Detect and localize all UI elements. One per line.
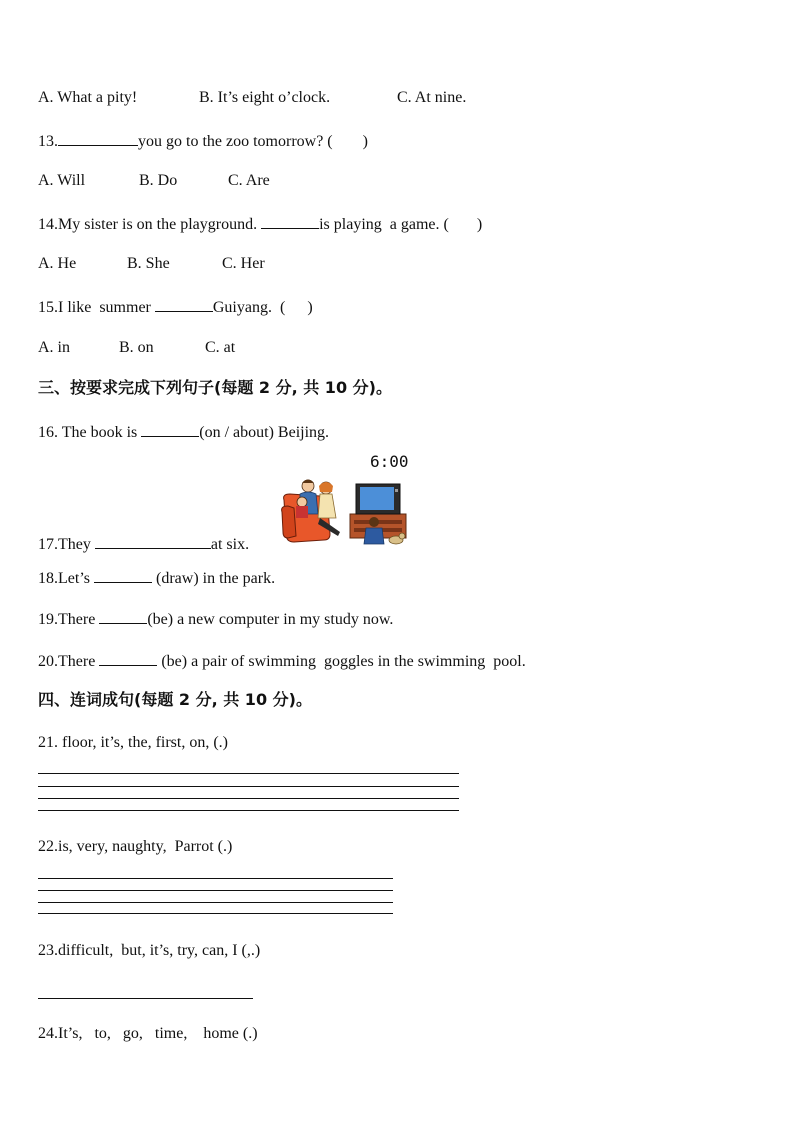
- q19-text-before: 19.There: [38, 611, 100, 628]
- q18-text-after: (draw) in the park.: [152, 570, 276, 587]
- answer-line[interactable]: [38, 913, 393, 914]
- q17-text-before: 17.They: [38, 536, 95, 553]
- q13-option-b: B. Do: [139, 172, 178, 189]
- answer-line[interactable]: [38, 902, 393, 903]
- q14-option-a: A. He: [38, 255, 77, 272]
- q14-text-before: 14.My sister is on the playground.: [38, 216, 262, 233]
- question-15: [38, 296, 313, 318]
- question-22: 22.is, very, naughty, Parrot (.): [38, 838, 233, 855]
- question-21: 21. floor, it’s, the, first, on, (.): [38, 734, 228, 751]
- answer-blank[interactable]: [58, 130, 138, 146]
- q13-close: ): [362, 133, 368, 150]
- q15-option-c: C. at: [205, 339, 236, 356]
- question-19: [38, 608, 393, 630]
- q14-option-c: C. Her: [222, 255, 265, 272]
- q18-text-before: 18.Let’s: [38, 570, 94, 587]
- answer-line[interactable]: [38, 878, 393, 879]
- answer-line[interactable]: [38, 998, 253, 999]
- q15-option-a: A. in: [38, 339, 70, 356]
- q14-close: ): [476, 216, 483, 233]
- q14-option-b: B. She: [127, 255, 170, 272]
- q14-text-after: is playing a game. (: [319, 216, 449, 233]
- question-24: 24.It’s, to, go, time, home (.): [38, 1025, 258, 1042]
- q19-text-after: (be) a new computer in my study now.: [147, 611, 394, 628]
- q12-option-c: C. At nine.: [397, 89, 467, 106]
- q17-text-after: at six.: [210, 536, 250, 553]
- q13-option-c: C. Are: [228, 172, 270, 189]
- q15-text-after: Guiyang. (: [212, 299, 286, 316]
- answer-blank[interactable]: [261, 213, 319, 229]
- answer-blank[interactable]: [99, 650, 157, 666]
- q13-text: you go to the zoo tomorrow? (: [138, 133, 333, 150]
- answer-blank[interactable]: [95, 533, 211, 549]
- question-14: [38, 213, 482, 235]
- answer-blank[interactable]: [94, 567, 152, 583]
- q13-option-a: A. Will: [38, 172, 86, 189]
- q15-text-before: 15.I like summer: [38, 299, 155, 316]
- q20-text-before: 20.There: [38, 653, 100, 670]
- answer-blank[interactable]: [155, 296, 213, 312]
- section-4-heading: 四、连词成句(每题 2 分, 共 10 分)。: [38, 690, 312, 709]
- question-20: [38, 650, 526, 672]
- question-23: 23.difficult, but, it’s, try, can, I (,.): [38, 942, 261, 959]
- q12-option-a: A. What a pity!: [38, 89, 138, 106]
- q15-option-b: B. on: [119, 339, 154, 356]
- answer-blank[interactable]: [99, 608, 147, 624]
- answer-blank[interactable]: [141, 421, 199, 437]
- question-13: [38, 130, 368, 152]
- q13-number: 13.: [38, 133, 58, 150]
- answer-line[interactable]: [38, 810, 459, 811]
- question-17: [38, 533, 249, 555]
- q16-text-after: (on / about) Beijing.: [199, 424, 330, 441]
- clock-time-label: 6:00: [370, 452, 409, 471]
- answer-line[interactable]: [38, 786, 459, 787]
- answer-line[interactable]: [38, 890, 393, 891]
- q15-close: ): [307, 299, 313, 316]
- question-18: [38, 567, 275, 589]
- q16-text-before: 16. The book is: [38, 424, 142, 441]
- answer-line[interactable]: [38, 798, 459, 799]
- family-watching-tv-illustration: [280, 474, 412, 548]
- q20-text-after: (be) a pair of swimming goggles in the swimming pool.: [157, 653, 526, 670]
- q12-option-b: B. It’s eight o’clock.: [199, 89, 331, 106]
- answer-line[interactable]: [38, 773, 459, 774]
- section-3-heading: 三、按要求完成下列句子(每题 2 分, 共 10 分)。: [38, 378, 392, 397]
- question-16: [38, 421, 329, 443]
